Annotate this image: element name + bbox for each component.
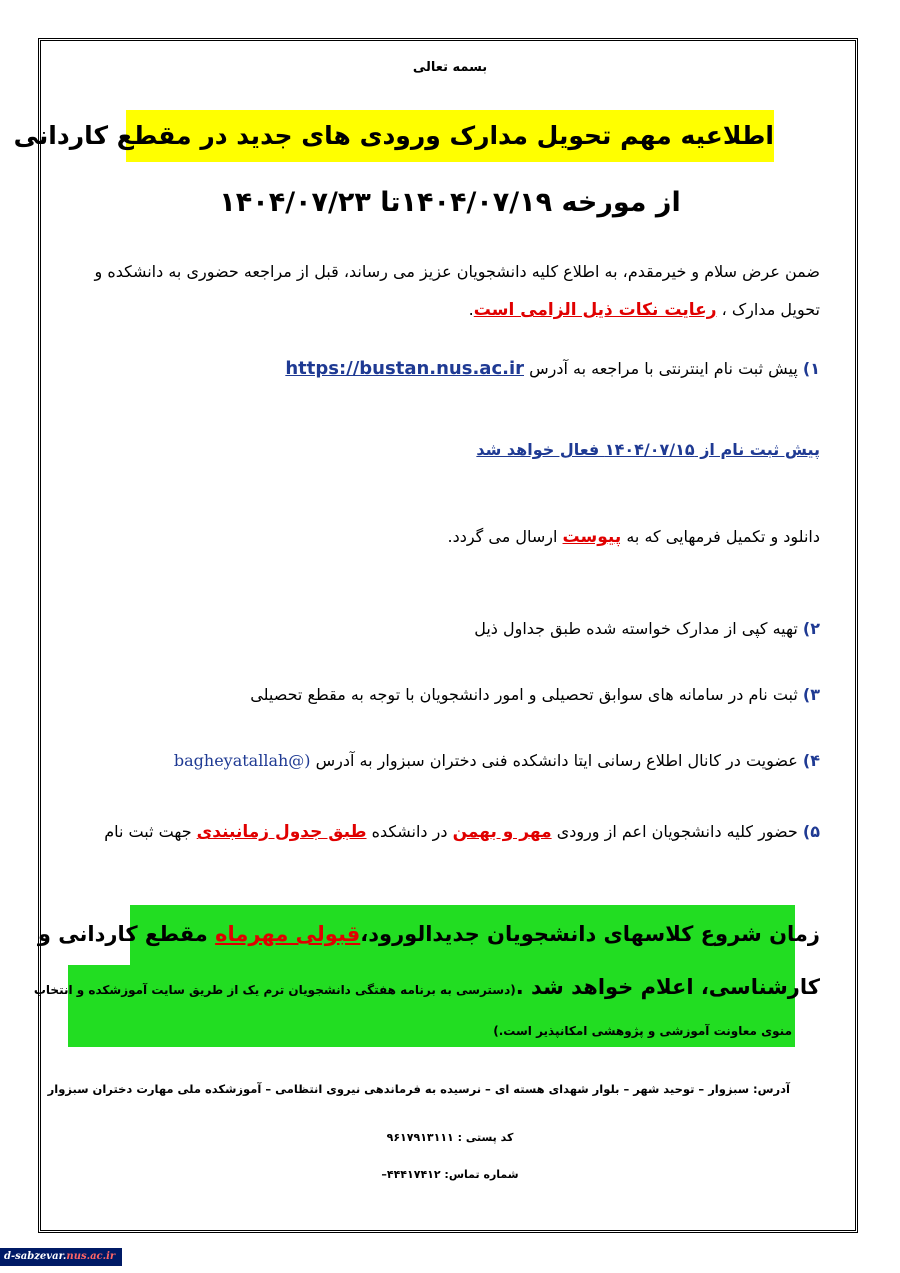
item-2-number: ۲) [802, 619, 820, 638]
eitaa-handle: (@bagheyatallah [173, 751, 311, 770]
address: آدرس: سبزوار – توحید شهر – بلوار شهدای هسته ای – نرسیده به فرماندهی نیروی انتظامی – آموزشکده ملی مهارت دختران سبزوار [47, 1082, 790, 1096]
phone-number: شماره تماس: ۴۴۴۱۷۴۱۲– [381, 1168, 519, 1181]
date-range: از مورخه ۱۴۰۴/۰۷/۱۹تا ۱۴۰۴/۰۷/۲۳ [219, 187, 681, 218]
item-5 [104, 822, 820, 842]
item-5-suffix: جهت ثبت نام [104, 822, 192, 841]
download-prefix: دانلود و تکمیل فرمهایی که به [626, 527, 820, 546]
activation-notice [476, 440, 820, 459]
item-4-text: عضویت در کانال اطلاع رسانی ایتا دانشکده فنی دختران سبزوار به آدرس [315, 751, 798, 770]
item-1-text: پیش ثبت نام اینترنتی با مراجعه به آدرس [529, 359, 798, 378]
notice-line-1 [38, 922, 820, 946]
intro-prefix: تحویل مدارک ، [721, 300, 820, 319]
item-1 [285, 358, 820, 379]
announcement-title: اطلاعیه مهم تحویل مدارک ورودی های جدید در مقطع کاردانی [126, 110, 774, 162]
attachment-emphasis: پیوست [562, 527, 622, 547]
site-watermark-prefix: d-sabzevar. [4, 1251, 67, 1262]
site-watermark [0, 1248, 122, 1266]
requirement-emphasis: رعایت نکات ذیل الزامی است [473, 300, 717, 320]
item-3-number: ۳) [802, 685, 820, 704]
notice-line-2-main: کارشناسی، اعلام خواهد شد . [515, 975, 820, 999]
item-3 [250, 685, 820, 704]
bismillah-header: بسمه تعالی [412, 60, 488, 75]
activation-text: پیش ثبت نام از ۱۴۰۴/۰۷/۱۵ فعال خواهد شد [476, 440, 820, 459]
item-4-number: ۴) [802, 751, 820, 770]
item-2 [474, 619, 820, 638]
download-suffix: ارسال می گردد. [447, 527, 558, 546]
item-3-text: ثبت نام در سامانه های سوابق تحصیلی و امور دانشجویان با توجه به مقطع تحصیلی [250, 685, 798, 704]
intro-suffix: . [468, 300, 474, 319]
item-5-prefix: حضور کلیه دانشجویان اعم از ورودی [556, 822, 798, 841]
mehr-acceptance-emphasis: قبولی مهرماه [215, 922, 361, 946]
intro-line-2 [469, 300, 820, 320]
item-1-number: ۱) [802, 359, 820, 378]
bustan-link[interactable]: https://bustan.nus.ac.ir [285, 358, 524, 379]
intro-line-1: ضمن عرض سلام و خیرمقدم، به اطلاع کلیه دانشجویان عزیز می رساند، قبل از مراجعه حضوری به دانشکده و [94, 262, 820, 281]
item-2-text: تهیه کپی از مدارک خواسته شده طبق جداول ذیل [474, 619, 798, 638]
item-5-middle: در دانشکده [371, 822, 448, 841]
notice-line-1-prefix: زمان شروع کلاسهای دانشجویان جدیدالورود، [360, 922, 820, 946]
item-4 [174, 751, 820, 770]
notice-line-2 [34, 975, 820, 999]
notice-line-1-suffix: مقطع کاردانی و [37, 922, 208, 946]
download-forms [448, 527, 821, 547]
item-5-number: ۵) [802, 822, 820, 841]
entry-semesters-emphasis: مهر و بهمن [452, 822, 552, 842]
schedule-emphasis: طبق جدول زمانبندی [196, 822, 367, 842]
site-watermark-domain: nus.ac.ir [66, 1251, 116, 1262]
postal-code: کد پستی : ۹۶۱۷۹۱۳۱۱۱ [386, 1131, 514, 1144]
notice-line-3: منوی معاونت آموزشی و پژوهشی امکانپذیر است.) [493, 1024, 792, 1038]
notice-line-2-small: (دسترسی به برنامه هفتگی دانشجویان ترم یک از طریق سایت آموزشکده و انتخاب [33, 983, 516, 997]
